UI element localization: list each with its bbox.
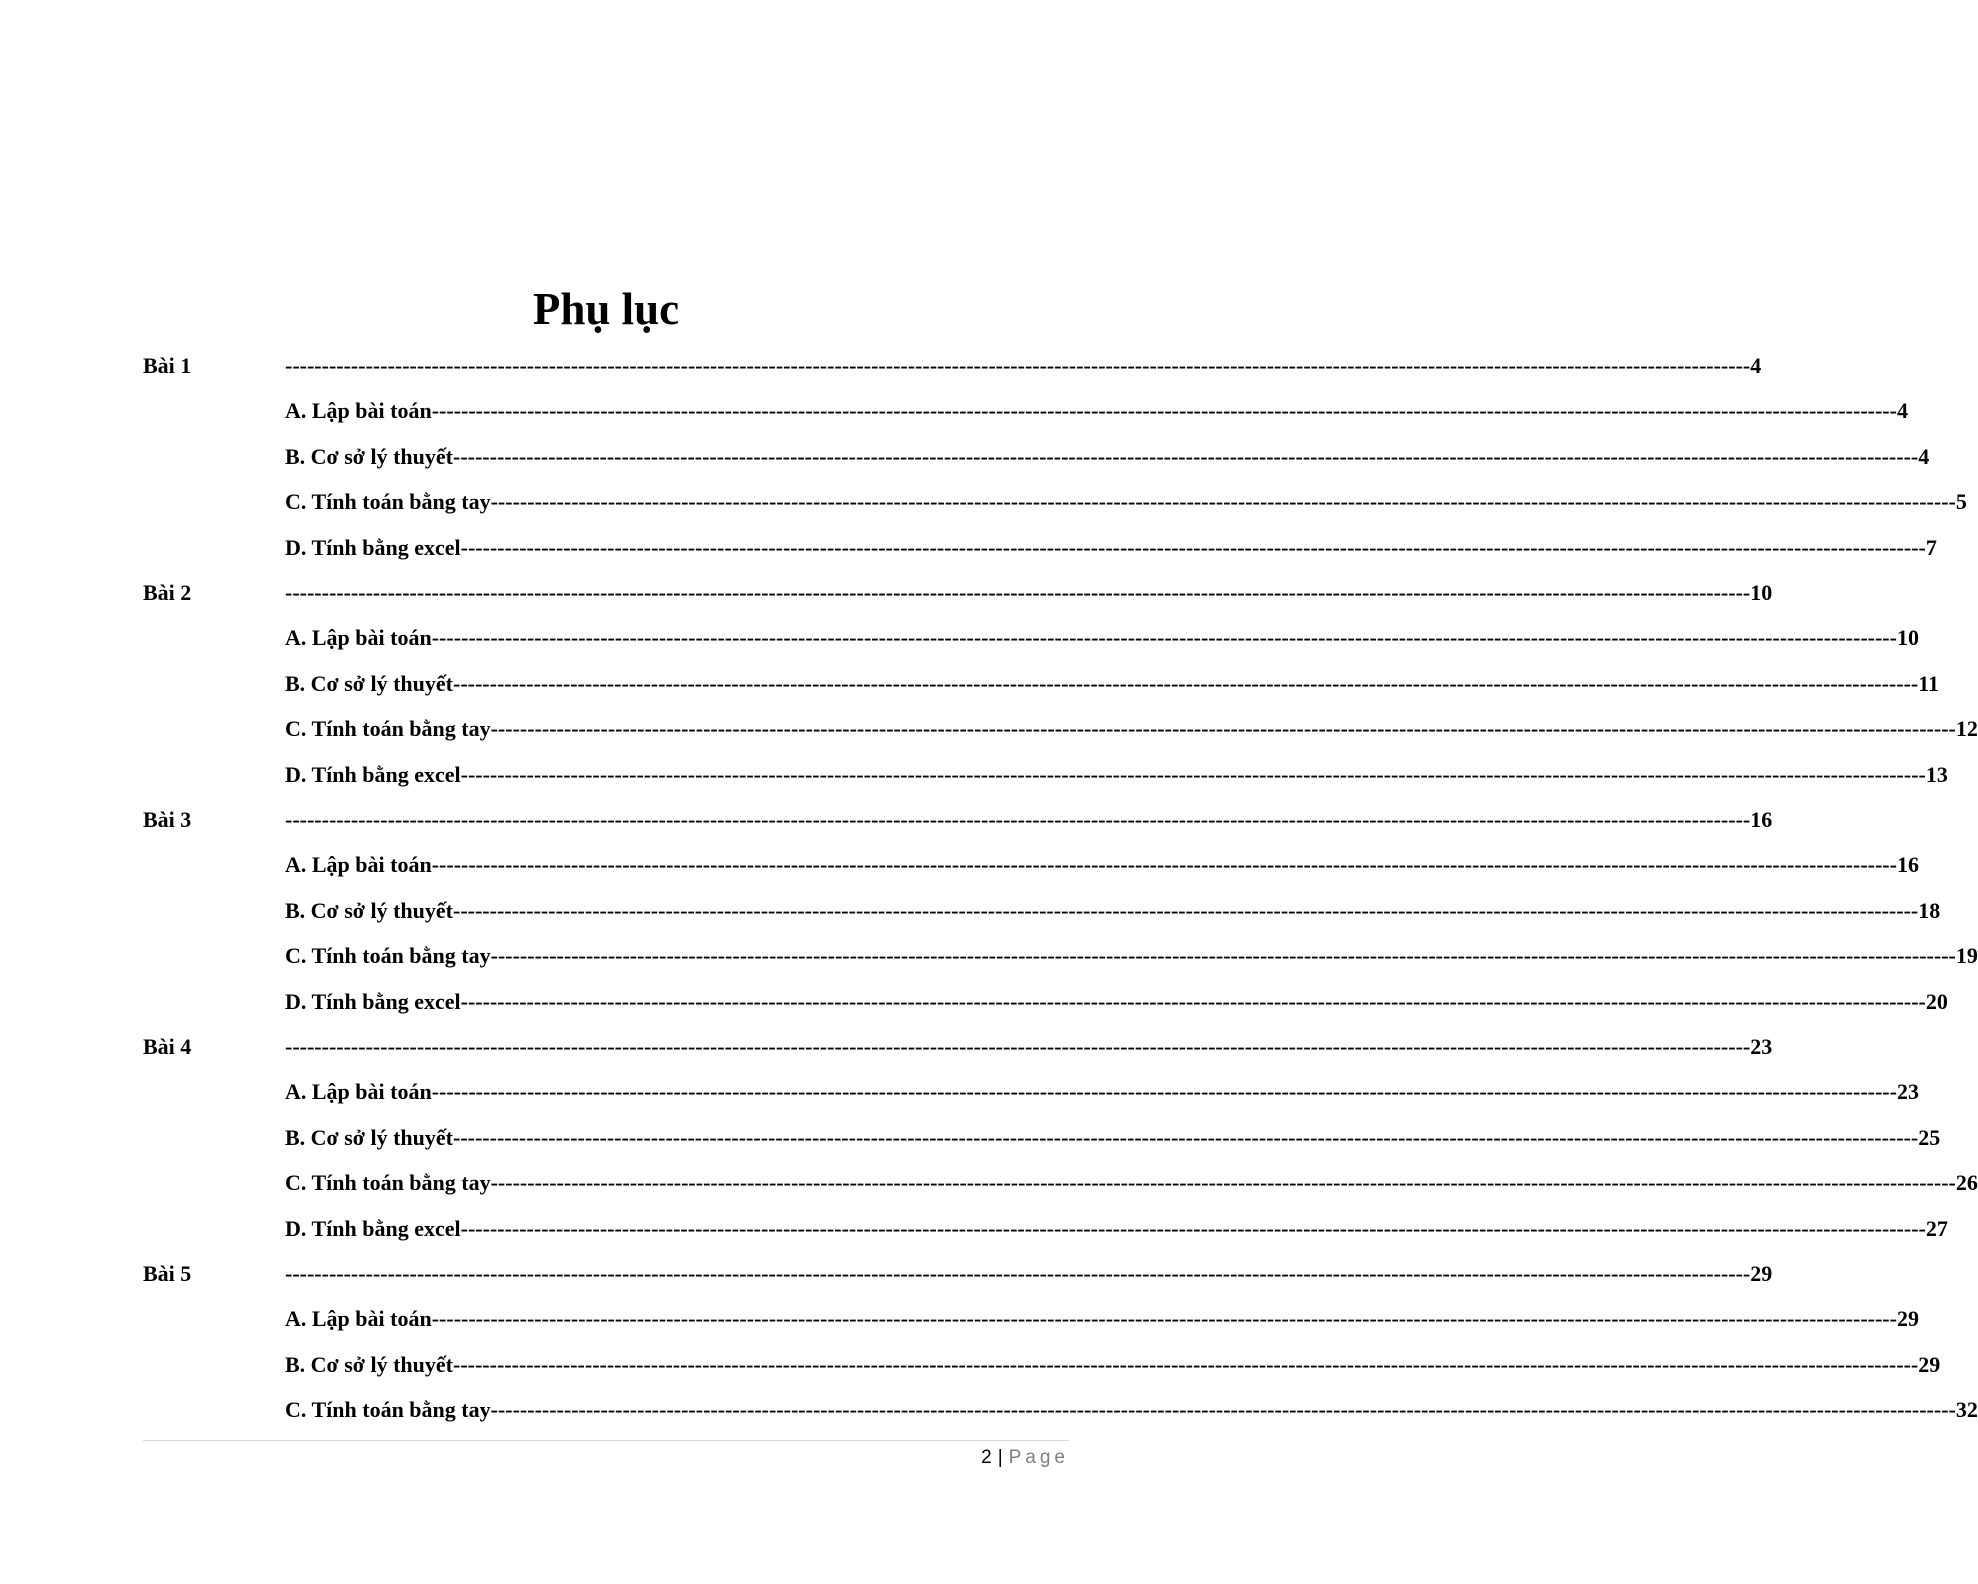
toc-subsection-entry[interactable]: [285, 896, 1941, 926]
toc-subsection-text: A. Lập bài toán: [285, 852, 432, 878]
toc-subsection-row: [0, 1123, 1941, 1153]
toc-subsection-entry[interactable]: [285, 487, 1967, 517]
toc-subsection-text: D. Tính bằng excel: [285, 534, 461, 560]
toc-subsection-leader: --------------------------------------------------------------------------------------------------------------------------------------------------------------------------------------------------------: [490, 716, 1956, 742]
toc-section-row: [0, 578, 1773, 608]
toc-subsection-page-number: 26: [1955, 1170, 1978, 1196]
toc-subsection-entry[interactable]: [285, 396, 1908, 426]
toc-section-entry[interactable]: [285, 1259, 1773, 1289]
toc-section-page-number: 4: [1750, 353, 1762, 378]
toc-subsection-text: B. Cơ sở lý thuyết: [285, 1124, 453, 1150]
toc-subsection-row: [0, 850, 1919, 880]
toc-subsection-text: A. Lập bài toán: [285, 625, 432, 651]
toc-subsection-page-number: 16: [1896, 852, 1919, 878]
toc-subsection-page-number: 5: [1955, 489, 1967, 515]
toc-subsection-text: B. Cơ sở lý thuyết: [285, 443, 453, 469]
toc-section-page-number: 23: [1750, 1034, 1773, 1059]
toc-subsection-entry[interactable]: [285, 941, 1978, 971]
toc-section-row: [0, 1032, 1773, 1062]
toc-subsection-text: D. Tính bằng excel: [285, 1215, 461, 1241]
toc-subsection-row: [0, 760, 1948, 790]
toc-subsection-page-number: 32: [1955, 1397, 1978, 1423]
toc-subsection-page-number: 4: [1918, 443, 1930, 469]
toc-subsection-row: [0, 669, 1940, 699]
toc-subsection-text: D. Tính bằng excel: [285, 761, 461, 787]
toc-section-label: Bài 3: [143, 807, 192, 832]
toc-subsection-text: B. Cơ sở lý thuyết: [285, 897, 453, 923]
toc-subsection-row: [0, 896, 1941, 926]
toc-subsection-row: [0, 442, 1930, 472]
toc-subsection-entry[interactable]: [285, 623, 1919, 653]
toc-subsection-page-number: 20: [1925, 988, 1948, 1014]
toc-subsection-text: C. Tính toán bằng tay: [285, 1170, 491, 1196]
toc-subsection-entry[interactable]: [285, 442, 1930, 472]
toc-section-label: Bài 2: [143, 580, 192, 605]
toc-section-entry[interactable]: [285, 578, 1773, 608]
toc-subsection-page-number: 18: [1918, 897, 1941, 923]
toc-subsection-leader: --------------------------------------------------------------------------------------------------------------------------------------------------------------------------------------------------------: [460, 988, 1926, 1014]
toc-section-row: [0, 805, 1773, 835]
toc-subsection-row: [0, 1304, 1919, 1334]
toc-subsection-entry[interactable]: [285, 1350, 1941, 1380]
toc-subsection-leader: --------------------------------------------------------------------------------------------------------------------------------------------------------------------------------------------------------: [490, 1170, 1956, 1196]
toc-subsection-entry[interactable]: [285, 1395, 1978, 1425]
toc-subsection-entry[interactable]: [285, 1304, 1919, 1334]
toc-subsection-leader: --------------------------------------------------------------------------------------------------------------------------------------------------------------------------------------------------------: [453, 670, 1919, 696]
toc-subsection-entry[interactable]: [285, 1123, 1941, 1153]
toc-subsection-page-number: 23: [1896, 1079, 1919, 1105]
footer-divider: [143, 1440, 1069, 1441]
toc-subsection-leader: --------------------------------------------------------------------------------------------------------------------------------------------------------------------------------------------------------: [453, 1124, 1919, 1150]
toc-subsection-entry[interactable]: [285, 987, 1948, 1017]
toc-subsection-leader: --------------------------------------------------------------------------------------------------------------------------------------------------------------------------------------------------------: [431, 852, 1897, 878]
toc-subsection-row: [0, 487, 1967, 517]
toc-subsection-entry[interactable]: [285, 1077, 1919, 1107]
footer-separator: |: [997, 1447, 1003, 1468]
toc-subsection-page-number: 29: [1896, 1306, 1919, 1332]
toc-section-label: Bài 5: [143, 1261, 192, 1286]
toc-subsection-row: [0, 396, 1908, 426]
toc-subsection-page-number: 10: [1896, 625, 1919, 651]
toc-section-label: Bài 4: [143, 1034, 192, 1059]
toc-subsection-text: B. Cơ sở lý thuyết: [285, 670, 453, 696]
toc-section-page-number: 10: [1750, 580, 1773, 605]
toc-subsection-leader: --------------------------------------------------------------------------------------------------------------------------------------------------------------------------------------------------------: [490, 1397, 1956, 1423]
toc-subsection-text: C. Tính toán bằng tay: [285, 943, 491, 969]
page-footer: [981, 1446, 1069, 1470]
toc-section-label: Bài 1: [143, 353, 192, 378]
toc-subsection-text: D. Tính bằng excel: [285, 988, 461, 1014]
toc-subsection-page-number: 19: [1955, 943, 1978, 969]
toc-subsection-text: A. Lập bài toán: [285, 1079, 432, 1105]
toc-subsection-page-number: 27: [1925, 1215, 1948, 1241]
toc-section-leader: --------------------------------------------------------------------------------------------------------------------------------------------------------------------------------------------------------: [285, 1261, 1751, 1286]
footer-page-label: Page: [1008, 1447, 1069, 1468]
toc-subsection-row: [0, 1350, 1941, 1380]
toc-subsection-text: B. Cơ sở lý thuyết: [285, 1351, 453, 1377]
toc-subsection-row: [0, 987, 1948, 1017]
toc-subsection-leader: --------------------------------------------------------------------------------------------------------------------------------------------------------------------------------------------------------: [453, 443, 1919, 469]
toc-section-row: [0, 1259, 1773, 1289]
toc-section-entry[interactable]: [285, 1032, 1773, 1062]
toc-subsection-leader: --------------------------------------------------------------------------------------------------------------------------------------------------------------------------------------------------------: [460, 1215, 1926, 1241]
toc-section-entry[interactable]: [285, 351, 1762, 381]
toc-subsection-text: C. Tính toán bằng tay: [285, 489, 491, 515]
toc-subsection-entry[interactable]: [285, 714, 1978, 744]
toc-subsection-page-number: 4: [1896, 398, 1908, 424]
toc-section-leader: --------------------------------------------------------------------------------------------------------------------------------------------------------------------------------------------------------: [285, 580, 1751, 605]
footer-page-number: 2: [981, 1447, 992, 1468]
toc-subsection-leader: --------------------------------------------------------------------------------------------------------------------------------------------------------------------------------------------------------: [431, 1306, 1897, 1332]
toc-subsection-row: [0, 941, 1978, 971]
page-title: Phụ lục: [532, 284, 680, 334]
toc-subsection-leader: --------------------------------------------------------------------------------------------------------------------------------------------------------------------------------------------------------: [431, 625, 1897, 651]
toc-subsection-text: A. Lập bài toán: [285, 1306, 432, 1332]
toc-subsection-entry[interactable]: [285, 669, 1940, 699]
toc-subsection-page-number: 11: [1918, 670, 1940, 696]
toc-subsection-leader: --------------------------------------------------------------------------------------------------------------------------------------------------------------------------------------------------------: [431, 1079, 1897, 1105]
toc-subsection-leader: --------------------------------------------------------------------------------------------------------------------------------------------------------------------------------------------------------: [453, 897, 1919, 923]
toc-subsection-row: [0, 623, 1919, 653]
toc-section-leader: --------------------------------------------------------------------------------------------------------------------------------------------------------------------------------------------------------: [285, 1034, 1751, 1059]
toc-section-leader: --------------------------------------------------------------------------------------------------------------------------------------------------------------------------------------------------------: [285, 353, 1751, 378]
toc-subsection-leader: --------------------------------------------------------------------------------------------------------------------------------------------------------------------------------------------------------: [490, 943, 1956, 969]
toc-subsection-row: [0, 533, 1937, 563]
toc-subsection-row: [0, 714, 1978, 744]
toc-subsection-entry[interactable]: [285, 1214, 1948, 1244]
toc-section-page-number: 16: [1750, 807, 1773, 832]
toc-subsection-row: [0, 1395, 1978, 1425]
toc-subsection-page-number: 7: [1925, 534, 1937, 560]
toc-subsection-entry[interactable]: [285, 533, 1937, 563]
toc-subsection-leader: --------------------------------------------------------------------------------------------------------------------------------------------------------------------------------------------------------: [490, 489, 1956, 515]
toc-subsection-leader: --------------------------------------------------------------------------------------------------------------------------------------------------------------------------------------------------------: [453, 1351, 1919, 1377]
toc-subsection-row: [0, 1077, 1919, 1107]
toc-subsection-page-number: 25: [1918, 1124, 1941, 1150]
toc-subsection-leader: --------------------------------------------------------------------------------------------------------------------------------------------------------------------------------------------------------: [460, 761, 1926, 787]
toc-subsection-text: C. Tính toán bằng tay: [285, 716, 491, 742]
toc-subsection-entry[interactable]: [285, 1168, 1978, 1198]
toc-section-row: [0, 351, 1762, 381]
toc-subsection-text: C. Tính toán bằng tay: [285, 1397, 491, 1423]
toc-section-entry[interactable]: [285, 805, 1773, 835]
toc-subsection-entry[interactable]: [285, 850, 1919, 880]
toc-subsection-page-number: 29: [1918, 1351, 1941, 1377]
toc-subsection-row: [0, 1214, 1948, 1244]
toc-section-page-number: 29: [1750, 1261, 1773, 1286]
toc-subsection-row: [0, 1168, 1978, 1198]
toc-subsection-leader: --------------------------------------------------------------------------------------------------------------------------------------------------------------------------------------------------------: [431, 398, 1897, 424]
toc-section-leader: --------------------------------------------------------------------------------------------------------------------------------------------------------------------------------------------------------: [285, 807, 1751, 832]
toc-subsection-leader: --------------------------------------------------------------------------------------------------------------------------------------------------------------------------------------------------------: [460, 534, 1926, 560]
toc-subsection-page-number: 12: [1955, 716, 1978, 742]
toc-subsection-entry[interactable]: [285, 760, 1948, 790]
toc-subsection-page-number: 13: [1925, 761, 1948, 787]
toc-subsection-text: A. Lập bài toán: [285, 398, 432, 424]
